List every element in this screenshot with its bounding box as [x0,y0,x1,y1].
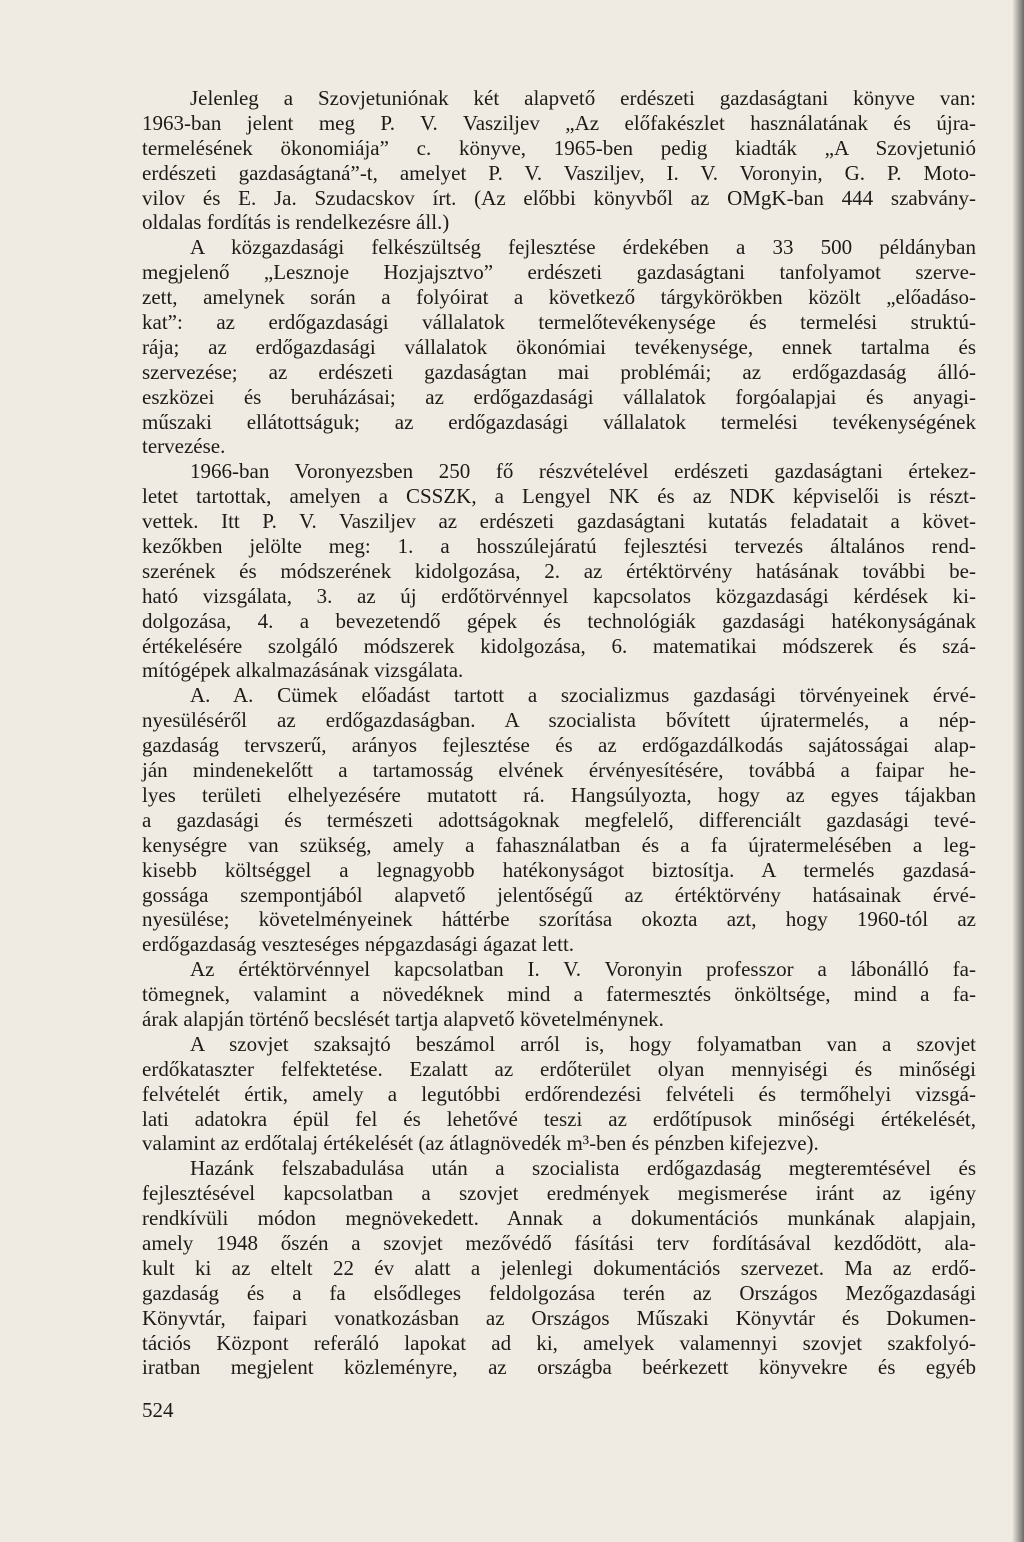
page-number: 524 [142,1398,174,1422]
text-line: kult ki az eltelt 22 év alatt a jelenlegi dokumentációs szervezet. Ma az erdő- [142,1255,976,1280]
text-line: Jelenleg a Szovjetuniónak két alapvető erdészeti gazdaságtani könyve van: [190,86,976,110]
text-line: gossága szempontjából alapvető jelentőségű az értéktörvény hatásainak érvé- [142,882,976,907]
text-line: 1963-ban jelent meg P. V. Vasziljev „Az előfakészlet használatának és újra- [142,110,976,135]
text-line: tömegnek, valamint a növedéknek mind a fatermesztés önköltsége, mind a fa- [142,982,976,1007]
text-line: mítógépek alkalmazásának vizsgálata. [142,658,464,683]
text-line: rendkívüli módon megnövekedett. Annak a dokumentációs munkának alapjain, [142,1206,976,1231]
text-line: Az értéktörvénnyel kapcsolatban I. V. Voronyin professzor a lábonálló fa- [190,957,976,982]
text-line: oldalas fordítás is rendelkezésre áll.) [142,210,450,235]
text-line: letet tartottak, amelyen a CSSZK, a Lengyel NK és az NDK képviselői is részt- [142,484,976,509]
text-line: lati adatokra épül fel és lehetővé teszi az erdőtípusok minőségi értékelését, [142,1106,976,1131]
text-line: dolgozása, 4. a bevezetendő gépek és technológiák gazdasági hatékonyságának [142,608,976,633]
text-line: A közgazdasági felkészültség fejlesztése érdekében a 33 500 példányban [190,235,976,260]
text-line: fejlesztésével kapcsolatban a szovjet eredmények megismerése iránt az igény [142,1181,976,1206]
text-line: ható vizsgálata, 3. az új erdőtörvénnyel kapcsolatos közgazdasági kérdések ki- [142,583,976,608]
page-edge-shadow [1012,0,1024,1542]
text-line: eszközei és beruházásai; az erdőgazdasági vállalatok forgóalapjai és anyagi- [142,384,976,409]
text-line: műszaki ellátottságuk; az erdőgazdasági vállalatok termelési tevékenységének [142,409,976,434]
text-line: A. A. Cümek előadást tartott a szocializmus gazdasági törvényeinek érvé- [190,683,976,708]
text-line: kezőkben jelölte meg: 1. a hosszúlejáratú fejlesztési tervezés általános rend- [142,534,976,559]
text-line: kenységre van szükség, amely a fahasználatban és a fa újratermelésében a leg- [142,832,976,857]
text-line: ján mindenekelőtt a tartamosság elvének érvényesítésére, továbbá a faipar he- [142,758,976,783]
body-text [142,86,976,1380]
text-line: megjelenő „Lesznoje Hozjajsztvo” erdészeti gazdaságtani tanfolyamot szerve- [142,260,976,285]
text-line: nyesüléséről az erdőgazdaságban. A szocialista bővített újratermelés, a nép- [142,708,976,733]
text-line: 1966-ban Voronyezsben 250 fő részvételével erdészeti gazdaságtani értekez- [190,459,976,484]
text-line: szervezése; az erdészeti gazdaságtan mai problémái; az erdőgazdaság álló- [142,359,976,384]
text-line: iratban megjelent közleményre, az országba beérkezett könyvekre és egyéb [142,1355,976,1380]
text-line: Könyvtár, faipari vonatkozásban az Országos Műszaki Könyvtár és Dokumen- [142,1305,976,1330]
text-line: A szovjet szaksajtó beszámol arról is, hogy folyamatban van a szovjet [190,1031,976,1056]
text-line: erdőkataszter felfektetése. Ezalatt az erdőterület olyan mennyiségi és minőségi [142,1056,976,1081]
text-line: termelésének ökonomiája” c. könyve, 1965-ben pedig kiadták „A Szovjetunió [142,135,976,160]
text-line: a gazdasági és természeti adottságoknak megfelelő, differenciált gazdasági tevé- [142,807,976,832]
text-line: felvételét értik, amely a legutóbbi erdőrendezési felvételi és termőhelyi vizsgá- [142,1081,976,1106]
text-line: kisebb költséggel a legnagyobb hatékonyságot biztosítja. A termelés gazdasá- [142,857,976,882]
text-line: tervezése. [142,434,226,459]
text-line: valamint az erdőtalaj értékelését (az átlagnövedék m³-ben és pénzben kifejezve). [142,1131,819,1156]
text-line: tációs Központ referáló lapokat ad ki, amelyek valamennyi szovjet szakfolyó- [142,1330,976,1355]
text-line: árak alapján történő becslését tartja alapvető követelménynek. [142,1006,664,1031]
text-line: gazdaság tervszerű, arányos fejlesztése és az erdőgazdálkodás sajátosságai alap- [142,733,976,758]
text-line: értékelésére szolgáló módszerek kidolgozása, 6. matematikai módszerek és szá- [142,633,976,658]
text-line: zett, amelynek során a folyóirat a következő tárgykörökben közölt „előadáso- [142,285,976,310]
text-line: kat”: az erdőgazdasági vállalatok termelőtevékenysége és termelési struktú- [142,310,976,335]
text-line: szerének és módszerének kidolgozása, 2. az értéktörvény hatásának további be- [142,558,976,583]
text-line: vettek. Itt P. V. Vasziljev az erdészeti gazdaságtani kutatás feladatait a követ- [142,509,976,534]
text-line: Hazánk felszabadulása után a szocialista erdőgazdaság megteremtésével és [190,1156,976,1181]
text-line: gazdaság és a fa elsődleges feldolgozása terén az Országos Mezőgazdasági [142,1280,976,1305]
text-line: vilov és E. Ja. Szudacskov írt. (Az előbbi könyvből az OMgK-ban 444 szabvány- [142,185,976,210]
text-line: rája; az erdőgazdasági vállalatok ökonómiai tevékenysége, ennek tartalma és [142,334,976,359]
text-line: erdőgazdaság veszteséges népgazdasági ágazat lett. [142,932,575,957]
text-line: lyes területi elhelyezésére mutatott rá. Hangsúlyozta, hogy az egyes tájakban [142,782,976,807]
text-line: erdészeti gazdaságtaná”-t, amelyet P. V. Vasziljev, I. V. Voronyin, G. P. Moto- [142,160,976,185]
text-line: amely 1948 őszén a szovjet mezővédő fásítási terv fordításával kezdődött, ala- [142,1230,976,1255]
text-line: nyesülése; követelményeinek háttérbe szorítása okozta azt, hogy 1960-tól az [142,907,976,932]
